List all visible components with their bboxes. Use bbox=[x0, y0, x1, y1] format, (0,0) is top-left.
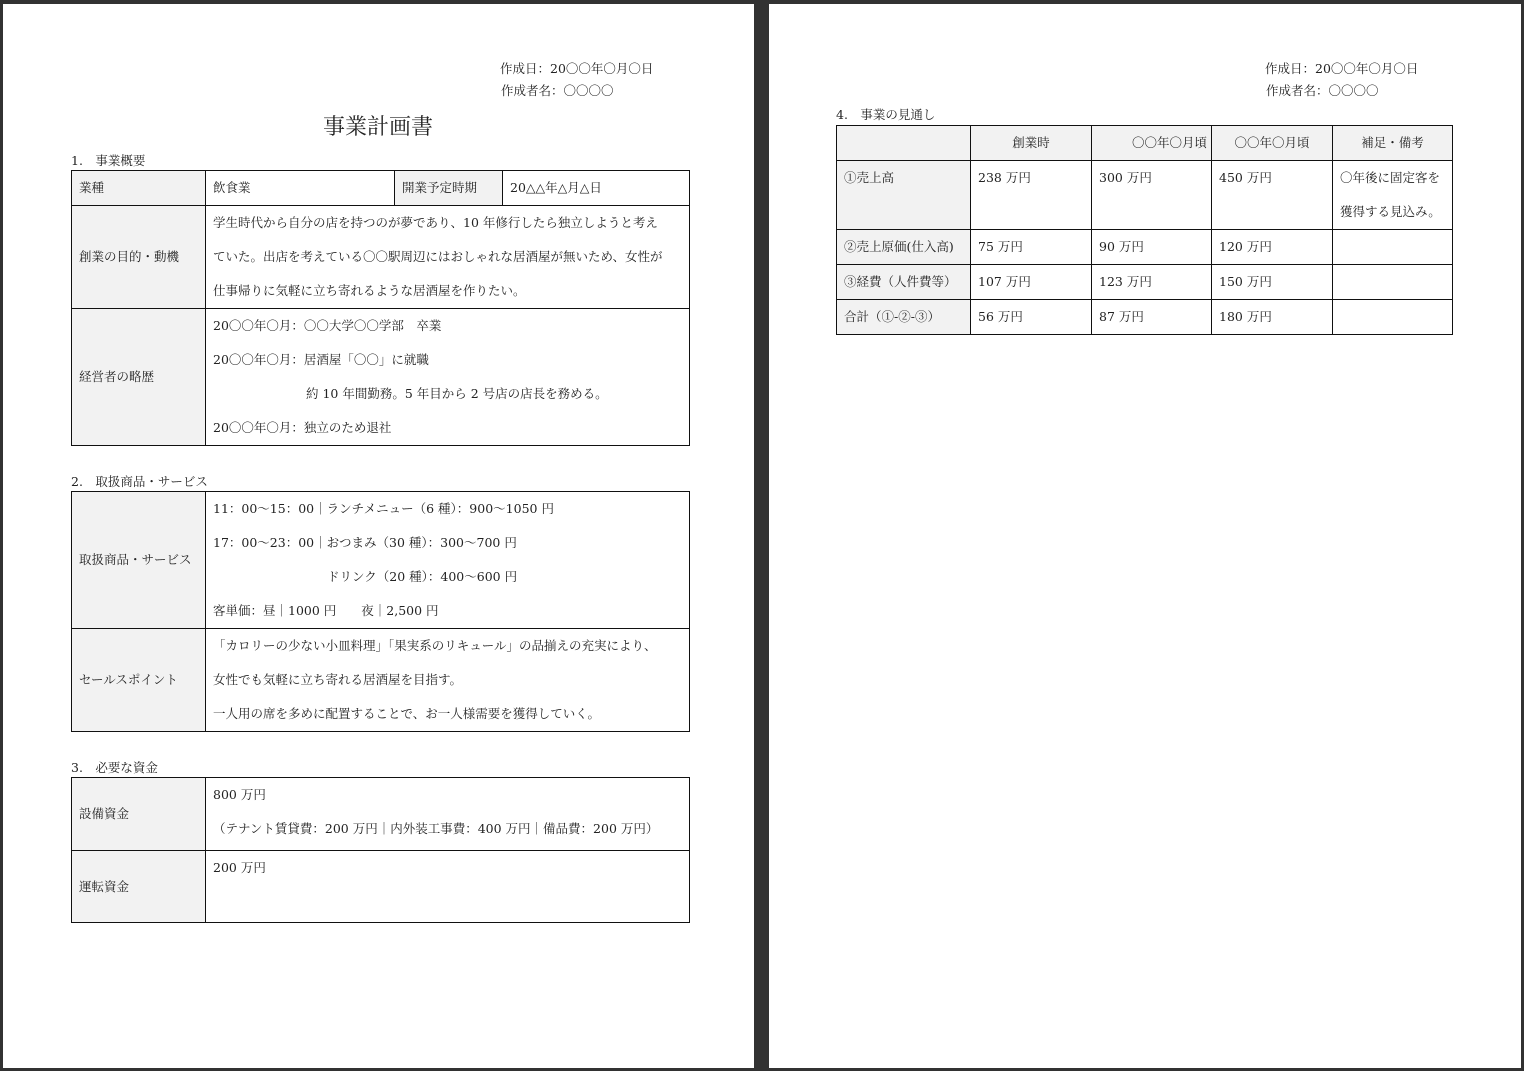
author-name: 作成者名：〇〇〇〇 bbox=[501, 83, 614, 98]
table-row: 合計（①-②-③） 56 万円 87 万円 180 万円 bbox=[837, 300, 1453, 335]
section-heading: 2. 取扱商品・サービス bbox=[71, 474, 208, 489]
career-label: 経営者の略歴 bbox=[72, 309, 206, 446]
open-label: 開業予定時期 bbox=[395, 171, 503, 206]
business-outlook-table bbox=[836, 125, 1453, 335]
equipment-funds-label: 設備資金 bbox=[72, 778, 206, 851]
created-date: 作成日：20〇〇年〇月〇日 bbox=[500, 61, 654, 76]
author-name: 作成者名：〇〇〇〇 bbox=[1266, 83, 1379, 98]
column-header: 〇〇年〇月頃 bbox=[1212, 126, 1333, 161]
section-heading: 3. 必要な資金 bbox=[71, 760, 158, 775]
sales-point-text: 「カロリーの少ない小皿料理」「果実系のリキュール」の品揃えの充実により、 女性でも気軽に立ち寄れる居酒屋を目指す。 一人用の席を多めに配置することで、お一人様需要を獲得していく。 bbox=[206, 629, 690, 732]
motive-label: 創業の目的・動機 bbox=[72, 206, 206, 309]
created-date: 作成日：20〇〇年〇月〇日 bbox=[1265, 61, 1419, 76]
business-overview-table bbox=[71, 170, 690, 446]
equipment-funds-text: 800 万円 （テナント賃貸費：200 万円｜内外装工事費：400 万円｜備品費：200 万円） bbox=[206, 778, 690, 851]
career-text: 20〇〇年〇月：〇〇大学〇〇学部 卒業 20〇〇年〇月：居酒屋「〇〇」に就職 約 10 年間勤務。5 年目から 2 号店の店長を務める。 20〇〇年〇月：独立のため退社 bbox=[206, 309, 690, 446]
funds-table bbox=[71, 777, 690, 923]
open-date: 20△△年△月△日 bbox=[503, 171, 690, 206]
column-header: 補足・備考 bbox=[1333, 126, 1453, 161]
table-row: ②売上原価(仕入高) 75 万円 90 万円 120 万円 bbox=[837, 230, 1453, 265]
sales-point-label: セールスポイント bbox=[72, 629, 206, 732]
document-page-2 bbox=[769, 4, 1521, 1068]
products-table bbox=[71, 491, 690, 732]
section-heading: 4. 事業の見通し bbox=[836, 107, 936, 122]
table-header-row bbox=[837, 126, 1453, 161]
products-label: 取扱商品・サービス bbox=[72, 492, 206, 629]
note-cell: 〇年後に固定客を 獲得する見込み。 bbox=[1333, 161, 1453, 230]
table-row: ③経費（人件費等） 107 万円 123 万円 150 万円 bbox=[837, 265, 1453, 300]
column-header: 〇〇年〇月頃 bbox=[1092, 126, 1212, 161]
column-header: 創業時 bbox=[971, 126, 1092, 161]
table-row: ①売上高 238 万円 300 万円 450 万円 〇年後に固定客を 獲得する見込み。 bbox=[837, 161, 1453, 230]
working-funds-text: 200 万円 bbox=[206, 851, 690, 923]
products-text: 11：00～15：00｜ランチメニュー（6 種）：900～1050 円 17：00～23：00｜おつまみ（30 種）：300～700 円 ドリンク（20 種）：400～600 円 客単価：昼｜1000 円 夜｜2,500 円 bbox=[206, 492, 690, 629]
motive-text: 学生時代から自分の店を持つのが夢であり、10 年修行したら独立しようと考え ていた。出店を考えている〇〇駅周辺にはおしゃれな居酒屋が無いため、女性が 仕事帰りに気軽に立ち寄れるような居酒屋を作りたい。 bbox=[206, 206, 690, 309]
section-heading: 1. 事業概要 bbox=[71, 153, 146, 168]
industry-value: 飲食業 bbox=[206, 171, 395, 206]
working-funds-label: 運転資金 bbox=[72, 851, 206, 923]
page-title: 事業計画書 bbox=[323, 115, 434, 140]
industry-label: 業種 bbox=[72, 171, 206, 206]
document-page-1 bbox=[3, 4, 754, 1068]
